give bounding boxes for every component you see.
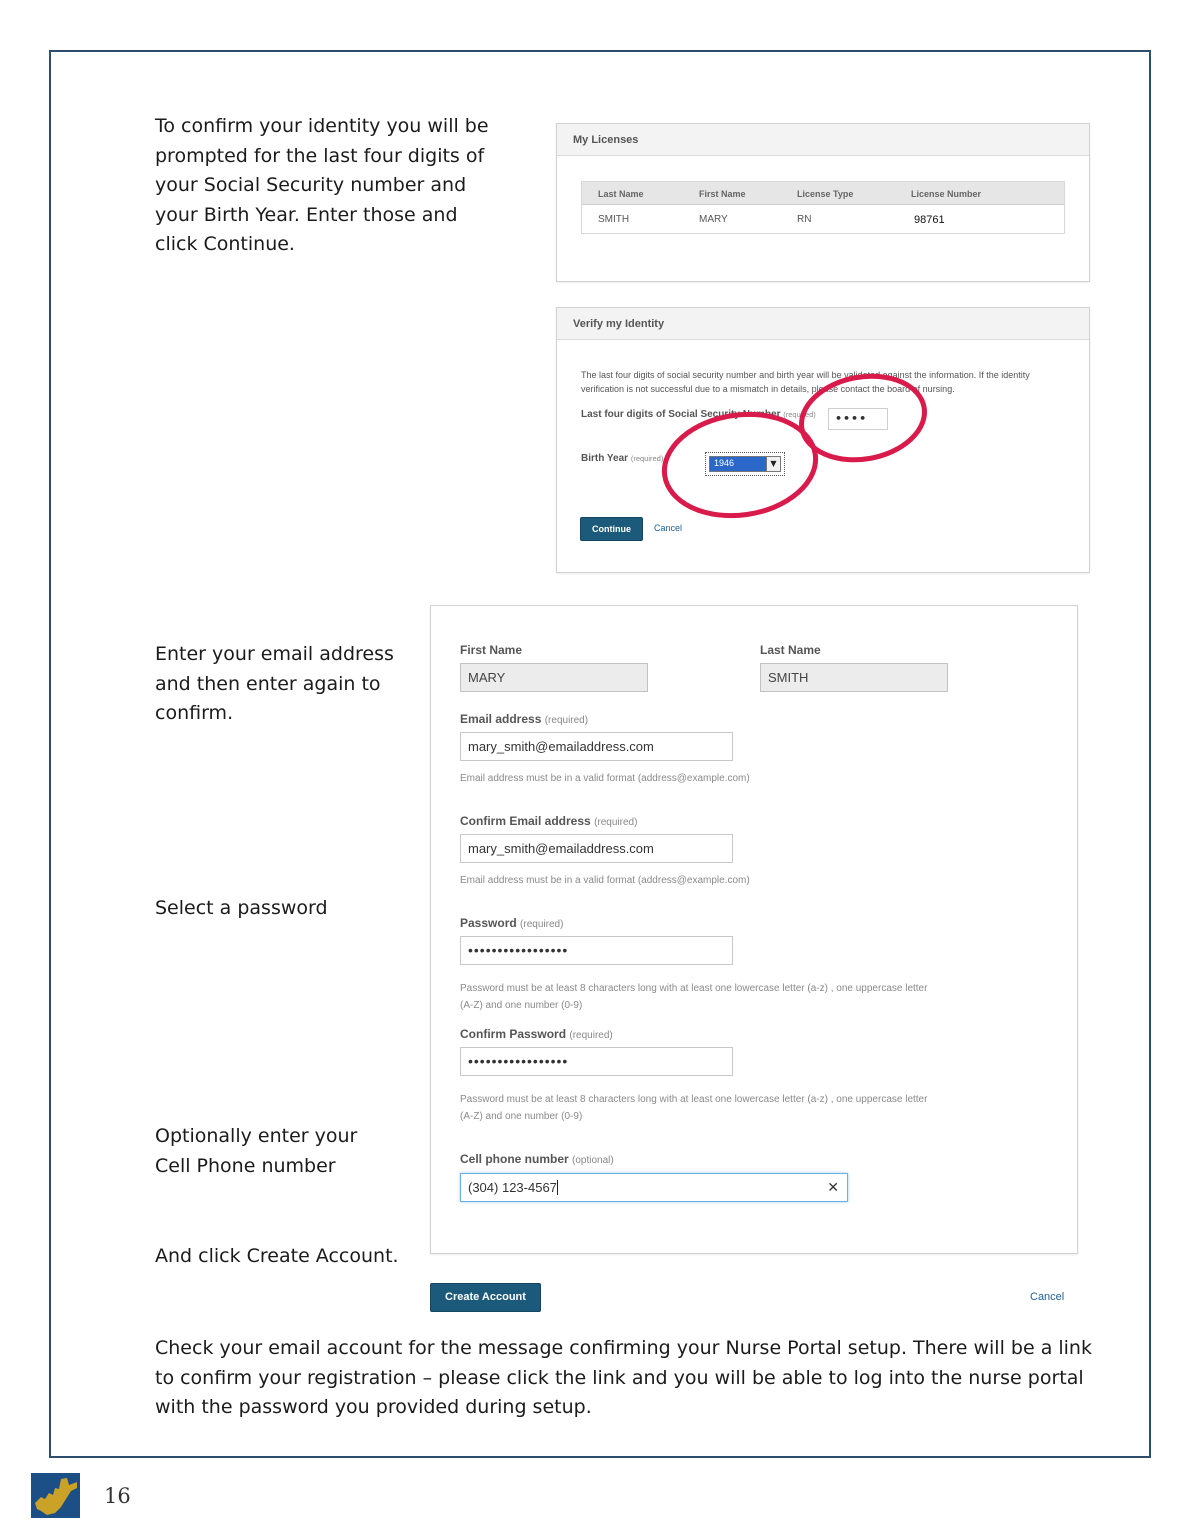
table-cell: RN [797, 214, 812, 225]
page-number: 16 [104, 1484, 131, 1508]
ssn-input[interactable]: •••• [828, 408, 888, 430]
confirm-email-label: Confirm Email address (required) [460, 814, 638, 828]
phone-value: (304) 123-4567 [468, 1180, 557, 1195]
instruction-line: Cell Phone number [155, 1154, 336, 1177]
birth-year-label: Birth Year (required) [581, 453, 664, 464]
password-label: Password (required) [460, 916, 564, 930]
first-name-label: First Name [460, 643, 523, 657]
password-field[interactable]: ••••••••••••••••• [460, 936, 733, 965]
column-header: License Type [797, 189, 854, 199]
create-account-panel [430, 605, 1078, 1254]
instruction-line: click Continue. [155, 233, 295, 255]
instruction-line: prompted for the last four digits of [155, 144, 485, 167]
continue-button[interactable]: Continue [580, 517, 643, 541]
chevron-down-icon: ▼ [766, 457, 780, 471]
instruction-line: and then enter again to [155, 672, 381, 695]
panel-title: Verify my Identity [557, 308, 1089, 340]
instruction-line: confirm. [155, 702, 234, 724]
last-name-label: Last Name [760, 643, 821, 657]
instruction-line: Enter your email address [155, 643, 394, 665]
confirm-password-label: Confirm Password (required) [460, 1027, 613, 1041]
table-header [582, 182, 1064, 205]
email-instructions [155, 640, 415, 729]
cancel-link[interactable]: Cancel [1030, 1291, 1065, 1303]
birth-year-value: 1946 [710, 457, 766, 471]
instruction-line: To confirm your identity you will be [155, 115, 489, 137]
cancel-link[interactable]: Cancel [654, 523, 683, 533]
table-cell: MARY [699, 214, 728, 225]
wv-state-logo [31, 1473, 80, 1518]
ssn-label: Last four digits of Social Security Number (required) [581, 409, 816, 420]
table-cell: 98761 [914, 214, 945, 226]
licenses-table [581, 181, 1065, 234]
create-account-button[interactable]: Create Account [430, 1283, 541, 1312]
last-name-field[interactable]: SMITH [760, 663, 948, 692]
highlight-circles [650, 365, 940, 525]
instruction-line: your Birth Year. Enter those and [155, 203, 458, 226]
phone-instructions [155, 1122, 415, 1181]
table-cell: SMITH [598, 214, 630, 225]
panel-title: My Licenses [557, 124, 1089, 156]
email-help: Email address must be in a valid format (address@example.com) [460, 773, 750, 784]
confirm-email-field[interactable]: mary_smith@emailaddress.com [460, 834, 733, 863]
table-row[interactable] [582, 205, 1064, 234]
text-cursor [557, 1180, 558, 1195]
password-instruction: Select a password [155, 897, 328, 919]
first-name-field[interactable]: MARY [460, 663, 648, 692]
column-header: License Number [911, 189, 982, 199]
identity-instructions [155, 112, 495, 260]
email-confirmation-note: Check your email account for the message confirming your Nurse Portal setup. There will be a link to confirm your registration – please click the link and you will be able to log into the nurse portal with the password you provided during setup. [155, 1337, 1092, 1418]
confirm-email-help: Email address must be in a valid format (address@example.com) [460, 875, 750, 886]
phone-field[interactable] [460, 1173, 848, 1202]
verify-description: The last four digits of social security number and birth year will be validated against the information. If the identity verification is not successful due to a mismatch in details, please contact the board of nursing. [581, 370, 1030, 394]
my-licenses-panel [556, 123, 1090, 282]
email-field[interactable]: mary_smith@emailaddress.com [460, 732, 733, 761]
column-header: Last Name [598, 189, 644, 199]
phone-label: Cell phone number (optional) [460, 1152, 614, 1166]
email-label: Email address (required) [460, 712, 589, 726]
password-help: Password must be at least 8 characters long with at least one lowercase letter (a-z) , one uppercase letter (A-Z) and one number (0-9) [460, 983, 928, 1011]
instruction-line: Optionally enter your [155, 1125, 358, 1147]
confirm-password-help: Password must be at least 8 characters long with at least one lowercase letter (a-z) , one uppercase letter (A-Z) and one number (0-9) [460, 1094, 928, 1122]
highlight-circle-year [658, 405, 822, 525]
confirm-password-field[interactable]: ••••••••••••••••• [460, 1047, 733, 1076]
clear-icon[interactable]: ✕ [827, 1179, 839, 1195]
create-instruction: And click Create Account. [155, 1245, 399, 1267]
instruction-line: your Social Security number and [155, 174, 467, 196]
column-header: First Name [699, 189, 746, 199]
west-virginia-map-icon [31, 1473, 80, 1518]
